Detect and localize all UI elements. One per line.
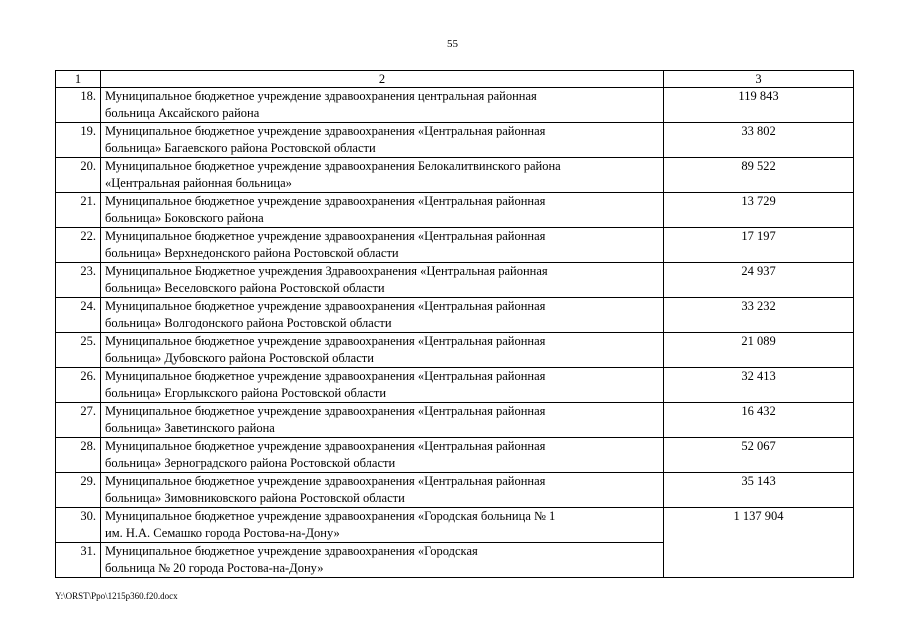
name-line-1: Муниципальное Бюджетное учреждения Здравоохранения «Центральная районная	[105, 264, 548, 278]
row-number: 18.	[56, 88, 101, 123]
name-line-2: больница № 20 города Ростова-на-Дону»	[105, 561, 324, 575]
name-line-1: Муниципальное бюджетное учреждение здравоохранения «Центральная районная	[105, 299, 546, 313]
amount: 33 802	[664, 123, 854, 158]
name-line-1: Муниципальное бюджетное учреждение здравоохранения Белокалитвинского района	[105, 159, 561, 173]
table-row	[56, 88, 854, 123]
row-number: 21.	[56, 193, 101, 228]
amount: 1 137 904	[664, 508, 854, 578]
institution-name	[101, 228, 664, 263]
row-number: 26.	[56, 368, 101, 403]
table-row	[56, 403, 854, 438]
amount: 32 413	[664, 368, 854, 403]
name-line-2: «Центральная районная больница»	[105, 176, 292, 190]
institution-name	[101, 123, 664, 158]
table-row	[56, 228, 854, 263]
table-row	[56, 193, 854, 228]
name-line-2: больница» Боковского района	[105, 211, 264, 225]
amount: 52 067	[664, 438, 854, 473]
name-line-1: Муниципальное бюджетное учреждение здравоохранения «Центральная районная	[105, 229, 546, 243]
institution-name	[101, 298, 664, 333]
amount: 16 432	[664, 403, 854, 438]
name-line-1: Муниципальное бюджетное учреждение здравоохранения «Центральная районная	[105, 474, 546, 488]
amount: 33 232	[664, 298, 854, 333]
row-number: 25.	[56, 333, 101, 368]
name-line-2: больница» Дубовского района Ростовской области	[105, 351, 374, 365]
row-number: 31.	[56, 543, 101, 578]
amount: 119 843	[664, 88, 854, 123]
name-line-1: Муниципальное бюджетное учреждение здравоохранения «Центральная районная	[105, 334, 546, 348]
funding-table	[55, 70, 854, 578]
institution-name	[101, 508, 664, 543]
table-row	[56, 123, 854, 158]
table-row	[56, 298, 854, 333]
row-number: 22.	[56, 228, 101, 263]
name-line-2: больница» Заветинского района	[105, 421, 275, 435]
row-number: 27.	[56, 403, 101, 438]
row-number: 30.	[56, 508, 101, 543]
header-col-1: 1	[56, 71, 101, 88]
name-line-2: им. Н.А. Семашко города Ростова-на-Дону»	[105, 526, 340, 540]
name-line-1: Муниципальное бюджетное учреждение здравоохранения «Центральная районная	[105, 404, 546, 418]
name-line-2: больница Аксайского района	[105, 106, 260, 120]
institution-name	[101, 333, 664, 368]
institution-name	[101, 193, 664, 228]
row-number: 19.	[56, 123, 101, 158]
amount: 17 197	[664, 228, 854, 263]
name-line-1: Муниципальное бюджетное учреждение здравоохранения «Центральная районная	[105, 439, 546, 453]
name-line-2: больница» Волгодонского района Ростовской области	[105, 316, 392, 330]
table-row	[56, 158, 854, 193]
table-row	[56, 333, 854, 368]
institution-name	[101, 158, 664, 193]
table-row	[56, 508, 854, 543]
name-line-1: Муниципальное бюджетное учреждение здравоохранения центральная районная	[105, 89, 537, 103]
amount: 13 729	[664, 193, 854, 228]
name-line-2: больница» Веселовского района Ростовской области	[105, 281, 385, 295]
amount: 21 089	[664, 333, 854, 368]
name-line-2: больница» Зерноградского района Ростовской области	[105, 456, 396, 470]
row-number: 28.	[56, 438, 101, 473]
institution-name	[101, 543, 664, 578]
institution-name	[101, 88, 664, 123]
institution-name	[101, 263, 664, 298]
table-header-row	[56, 71, 854, 88]
name-line-1: Муниципальное бюджетное учреждение здравоохранения «Городская	[105, 544, 478, 558]
institution-name	[101, 403, 664, 438]
name-line-2: больница» Егорлыкского района Ростовской области	[105, 386, 387, 400]
row-number: 24.	[56, 298, 101, 333]
document-file-path: Y:\ORST\Ppo\1215p360.f20.docx	[55, 591, 178, 601]
institution-name	[101, 438, 664, 473]
name-line-2: больница» Верхнедонского района Ростовской области	[105, 246, 399, 260]
name-line-1: Муниципальное бюджетное учреждение здравоохранения «Центральная районная	[105, 124, 546, 138]
name-line-1: Муниципальное бюджетное учреждение здравоохранения «Центральная районная	[105, 194, 546, 208]
amount: 35 143	[664, 473, 854, 508]
institution-name	[101, 368, 664, 403]
page-number: 55	[447, 38, 458, 50]
table-row	[56, 438, 854, 473]
table-row	[56, 473, 854, 508]
table-row	[56, 263, 854, 298]
amount: 24 937	[664, 263, 854, 298]
header-col-3: 3	[664, 71, 854, 88]
header-col-2: 2	[101, 71, 664, 88]
name-line-2: больница» Багаевского района Ростовской области	[105, 141, 376, 155]
row-number: 20.	[56, 158, 101, 193]
institution-name	[101, 473, 664, 508]
name-line-2: больница» Зимовниковского района Ростовской области	[105, 491, 405, 505]
row-number: 23.	[56, 263, 101, 298]
name-line-1: Муниципальное бюджетное учреждение здравоохранения «Центральная районная	[105, 369, 546, 383]
table-row	[56, 368, 854, 403]
amount: 89 522	[664, 158, 854, 193]
row-number: 29.	[56, 473, 101, 508]
name-line-1: Муниципальное бюджетное учреждение здравоохранения «Городская больница № 1	[105, 509, 556, 523]
